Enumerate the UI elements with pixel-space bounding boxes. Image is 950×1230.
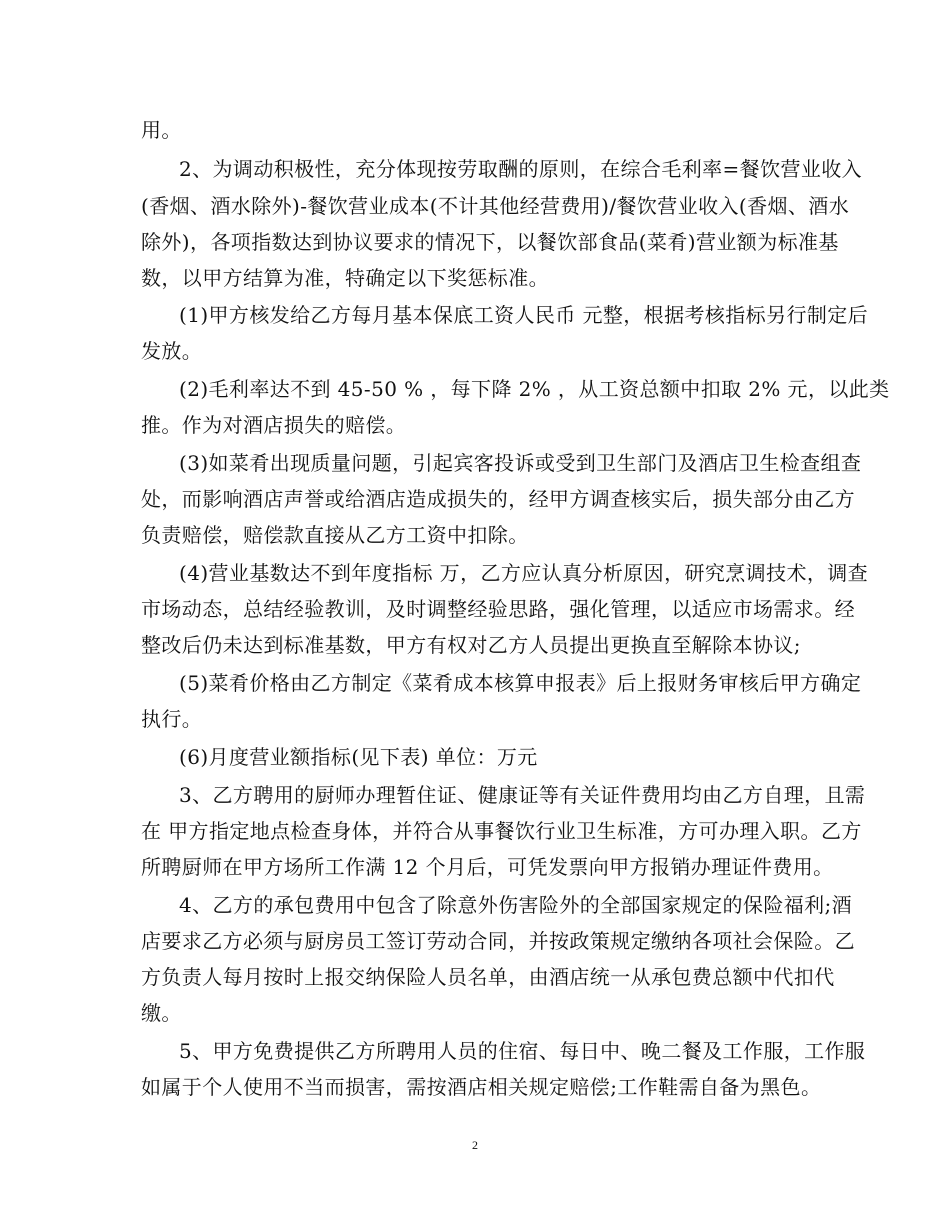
text-line: 发放。	[141, 339, 203, 363]
page-number: 2	[472, 1138, 478, 1152]
text-line: 负责赔偿，赔偿款直接从乙方工资中扣除。	[141, 523, 529, 547]
text-line: 推。作为对酒店损失的赔偿。	[141, 413, 407, 437]
text-line: (6)月度营业额指标(见下表) 单位：万元	[179, 745, 538, 769]
text-line: 执行。	[141, 707, 203, 731]
text-line: 缴。	[141, 1001, 182, 1025]
text-line: 在 甲方指定地点检查身体，并符合从事餐饮行业卫生标准，方可办理入职。乙方	[141, 819, 862, 843]
text-line: 市场动态，总结经验教训，及时调整经验思路，强化管理，以适应市场需求。经	[141, 597, 855, 621]
text-line: (香烟、酒水除外)-餐饮营业成本(不计其他经营费用)/餐饮营业收入(香烟、酒水	[141, 194, 850, 218]
text-line: 数，以甲方结算为准，特确定以下奖惩标准。	[141, 266, 549, 290]
text-line: 如属于个人使用不当而损害，需按酒店相关规定赔偿;工作鞋需自备为黑色。	[141, 1075, 822, 1099]
text-line: (5)菜肴价格由乙方制定《菜肴成本核算申报表》后上报财务审核后甲方确定	[179, 671, 862, 695]
text-line: 4、乙方的承包费用中包含了除意外伤害险外的全部国家规定的保险福利;酒	[179, 893, 853, 917]
text-line: 整改后仍未达到标准基数，甲方有权对乙方人员提出更换直至解除本协议;	[141, 633, 801, 657]
text-line: (3)如菜肴出现质量问题，引起宾客投诉或受到卫生部门及酒店卫生检查组查	[179, 451, 862, 475]
text-line: 5、甲方免费提供乙方所聘用人员的住宿、每日中、晚二餐及工作服，工作服	[179, 1039, 866, 1063]
text-line: 处，而影响酒店声誉或给酒店造成损失的，经甲方调查核实后，损失部分由乙方	[141, 487, 855, 511]
text-line: (4)营业基数达不到年度指标 万，乙方应认真分析原因，研究烹调技术，调查	[179, 561, 869, 585]
text-line: 2、为调动积极性，充分体现按劳取酬的原则，在综合毛利率=餐饮营业收入	[179, 157, 863, 181]
text-line: 所聘厨师在甲方场所工作满 12 个月后，可凭发票向甲方报销办理证件费用。	[141, 855, 834, 879]
text-line: 方负责人每月按时上报交纳保险人员名单，由酒店统一从承包费总额中代扣代	[141, 965, 835, 989]
text-line: (1)甲方核发给乙方每月基本保底工资人民币 元整，根据考核指标另行制定后	[179, 303, 869, 327]
text-line: 3、乙方聘用的厨师办理暂住证、健康证等有关证件费用均由乙方自理，且需	[179, 783, 866, 807]
text-line: 店要求乙方必须与厨房员工签订劳动合同，并按政策规定缴纳各项社会保险。乙	[141, 929, 855, 953]
text-line: 除外)，各项指数达到协议要求的情况下，以餐饮部食品(菜肴)营业额为标准基	[141, 230, 839, 254]
text-line: 用。	[141, 118, 182, 142]
text-line: (2)毛利率达不到 45-50 % ，每下降 2% ，从工资总额中扣取 2% 元，以此类	[179, 377, 890, 401]
